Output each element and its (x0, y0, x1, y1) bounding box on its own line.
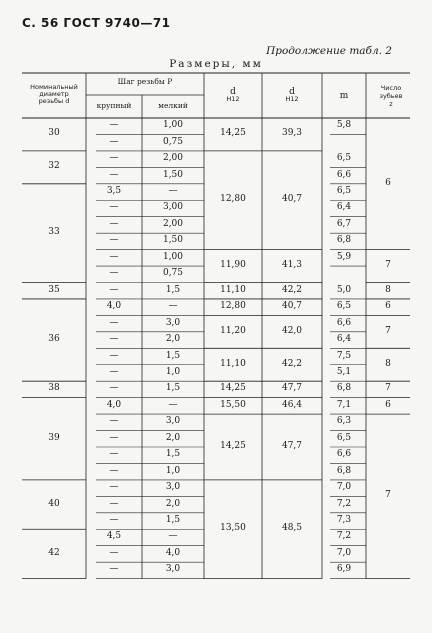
cell-fine-pitch: 3,0 (165, 416, 181, 427)
cell-fine-pitch: 1,5 (165, 284, 181, 295)
cell-m: 6,5 (336, 153, 352, 164)
header-teeth-count: Число (380, 84, 402, 92)
cell-teeth-count: 8 (385, 284, 391, 295)
cell-fine-pitch: 2,0 (165, 498, 181, 509)
cell-d1: 14,25 (220, 441, 246, 451)
cell-fine-pitch: 1,50 (162, 169, 184, 180)
header-d2: d (289, 87, 295, 97)
cell-m: 7,1 (336, 399, 352, 410)
cell-d1: 14,25 (220, 383, 246, 394)
cell-coarse-pitch: — (109, 498, 119, 509)
cell-m: 5,9 (336, 251, 352, 262)
cell-coarse-pitch: — (109, 416, 119, 427)
units-caption: Размеры, мм (169, 58, 263, 70)
cell-coarse-pitch: — (109, 366, 119, 377)
cell-m: 5,0 (336, 284, 352, 295)
cell-coarse-pitch: 4,0 (106, 301, 122, 312)
cell-teeth-count: 7 (385, 260, 391, 271)
cell-d2: 41,3 (281, 260, 303, 271)
cell-nominal-diameter: 39 (48, 432, 60, 443)
cell-nominal-diameter: 36 (48, 334, 60, 345)
cell-d2: 47,7 (281, 441, 303, 451)
cell-m: 6,5 (336, 301, 352, 312)
cell-m: 6,3 (336, 416, 352, 427)
cell-d1: 13,50 (220, 523, 246, 534)
cell-d1: 12,80 (220, 194, 246, 205)
cell-fine-pitch: 2,0 (165, 334, 181, 345)
cell-fine-pitch: 1,5 (165, 350, 181, 361)
cell-m: 7,3 (336, 515, 352, 526)
cell-m: 6,6 (336, 169, 352, 180)
cell-fine-pitch: 0,75 (162, 136, 184, 147)
cell-fine-pitch: — (168, 531, 178, 542)
cell-nominal-diameter: 40 (48, 498, 60, 509)
cell-m: 6,7 (336, 218, 352, 229)
cell-fine-pitch: 3,0 (165, 482, 181, 493)
cell-m: 6,5 (336, 432, 352, 443)
cell-fine-pitch: — (168, 186, 178, 197)
cell-m: 7,2 (336, 531, 352, 542)
cell-fine-pitch: 1,5 (165, 449, 181, 460)
cell-fine-pitch: 3,00 (162, 202, 184, 213)
cell-d2: 42,2 (281, 358, 303, 369)
cell-coarse-pitch: — (109, 120, 119, 131)
cell-teeth-count: 6 (385, 399, 391, 410)
cell-fine-pitch: 1,5 (165, 383, 181, 394)
cell-m: 6,6 (336, 317, 352, 328)
cell-d2: 42,2 (281, 284, 303, 295)
cell-fine-pitch: 3,0 (165, 317, 181, 328)
cell-d1: 11,10 (220, 284, 246, 295)
header-fine: мелкий (158, 101, 188, 110)
header-teeth-count: z (389, 100, 393, 108)
cell-coarse-pitch: — (109, 449, 119, 460)
cell-m: 6,5 (336, 186, 352, 197)
cell-d2: 40,7 (281, 194, 303, 205)
cell-coarse-pitch: — (109, 465, 119, 476)
cell-coarse-pitch: — (109, 482, 119, 493)
cell-coarse-pitch: — (109, 547, 119, 558)
cell-nominal-diameter: 30 (48, 128, 60, 139)
cell-fine-pitch: 3,0 (165, 564, 181, 575)
cell-fine-pitch: — (168, 301, 178, 312)
cell-coarse-pitch: — (109, 432, 119, 443)
cell-coarse-pitch: — (109, 350, 119, 361)
cell-fine-pitch: 1,50 (162, 235, 184, 246)
cell-d1: 12,80 (220, 301, 246, 312)
cell-coarse-pitch: — (109, 284, 119, 295)
cell-m: 5,1 (336, 366, 352, 377)
cell-d1: 15,50 (220, 399, 246, 410)
cell-fine-pitch: 2,00 (162, 218, 184, 229)
cell-nominal-diameter: 38 (48, 383, 60, 394)
table-continuation-caption: Продолжение табл. 2 (266, 45, 392, 57)
cell-d2: 42,0 (281, 325, 303, 336)
cell-m: 7,0 (336, 547, 352, 558)
header-coarse: крупный (96, 101, 132, 110)
cell-fine-pitch: 0,75 (162, 268, 184, 279)
cell-fine-pitch: 1,00 (162, 251, 184, 262)
cell-m: 6,8 (336, 383, 352, 394)
cell-teeth-count: 7 (385, 325, 391, 336)
cell-m: 6,4 (336, 334, 352, 345)
cell-coarse-pitch: — (109, 251, 119, 262)
cell-teeth-count: 7 (385, 490, 391, 501)
cell-d2: 46,4 (281, 399, 303, 410)
page-header: С. 56 ГОСТ 9740—71 (22, 16, 171, 30)
cell-fine-pitch: 2,0 (165, 432, 181, 443)
cell-m: 6,8 (336, 465, 352, 476)
cell-nominal-diameter: 35 (48, 284, 60, 295)
cell-coarse-pitch: 3,5 (106, 186, 122, 197)
cell-coarse-pitch: — (109, 334, 119, 345)
cell-coarse-pitch: — (109, 515, 119, 526)
cell-coarse-pitch: — (109, 169, 119, 180)
header-nominal-diameter: диаметр (39, 90, 69, 98)
cell-d2: 40,7 (281, 301, 303, 312)
cell-fine-pitch: 1,5 (165, 515, 181, 526)
cell-teeth-count: 6 (385, 301, 391, 312)
cell-coarse-pitch: — (109, 268, 119, 279)
cell-nominal-diameter: 33 (48, 227, 60, 238)
cell-m: 6,9 (336, 564, 352, 575)
cell-m: 6,6 (336, 449, 352, 460)
cell-fine-pitch: 1,0 (165, 465, 181, 476)
header-thread-pitch: Шаг резьбы P (117, 77, 173, 86)
cell-d1: 11,90 (220, 260, 246, 271)
cell-coarse-pitch: — (109, 564, 119, 575)
cell-coarse-pitch: 4,0 (106, 399, 122, 410)
cell-fine-pitch: 2,00 (162, 153, 184, 164)
cell-m: 7,5 (336, 350, 352, 361)
cell-coarse-pitch: — (109, 383, 119, 394)
cell-teeth-count: 7 (385, 383, 391, 394)
cell-nominal-diameter: 42 (48, 547, 60, 558)
cell-coarse-pitch: — (109, 136, 119, 147)
cell-coarse-pitch: — (109, 235, 119, 246)
cell-coarse-pitch: — (109, 317, 119, 328)
cell-d1: 14,25 (220, 128, 246, 139)
cell-m: 6,4 (336, 202, 352, 213)
cell-d1: 11,20 (220, 325, 246, 336)
cell-teeth-count: 8 (385, 358, 391, 369)
cell-fine-pitch: 1,0 (165, 366, 181, 377)
header-d1-tolerance: H12 (226, 95, 240, 103)
header-d1: d (230, 87, 236, 97)
cell-fine-pitch: 4,0 (165, 547, 181, 558)
header-m: m (339, 91, 349, 101)
header-nominal-diameter: резьбы d (38, 97, 70, 105)
cell-coarse-pitch: — (109, 202, 119, 213)
header-nominal-diameter: Номинальный (30, 83, 78, 91)
header-d2-tolerance: H12 (285, 95, 299, 103)
cell-coarse-pitch: — (109, 218, 119, 229)
cell-teeth-count: 6 (385, 177, 391, 188)
cell-m: 7,2 (336, 498, 352, 509)
cell-nominal-diameter: 32 (48, 161, 60, 172)
cell-fine-pitch: — (168, 399, 178, 410)
cell-coarse-pitch: — (109, 153, 119, 164)
cell-d2: 39,3 (281, 128, 303, 139)
header-teeth-count: зубьев (379, 92, 403, 100)
cell-coarse-pitch: 4,5 (106, 531, 122, 542)
cell-m: 5,8 (336, 120, 352, 131)
cell-d2: 48,5 (281, 523, 303, 534)
cell-m: 7,0 (336, 482, 352, 493)
cell-m: 6,8 (336, 235, 352, 246)
cell-d1: 11,10 (220, 358, 246, 369)
cell-d2: 47,7 (281, 383, 303, 394)
cell-fine-pitch: 1,00 (162, 120, 184, 131)
